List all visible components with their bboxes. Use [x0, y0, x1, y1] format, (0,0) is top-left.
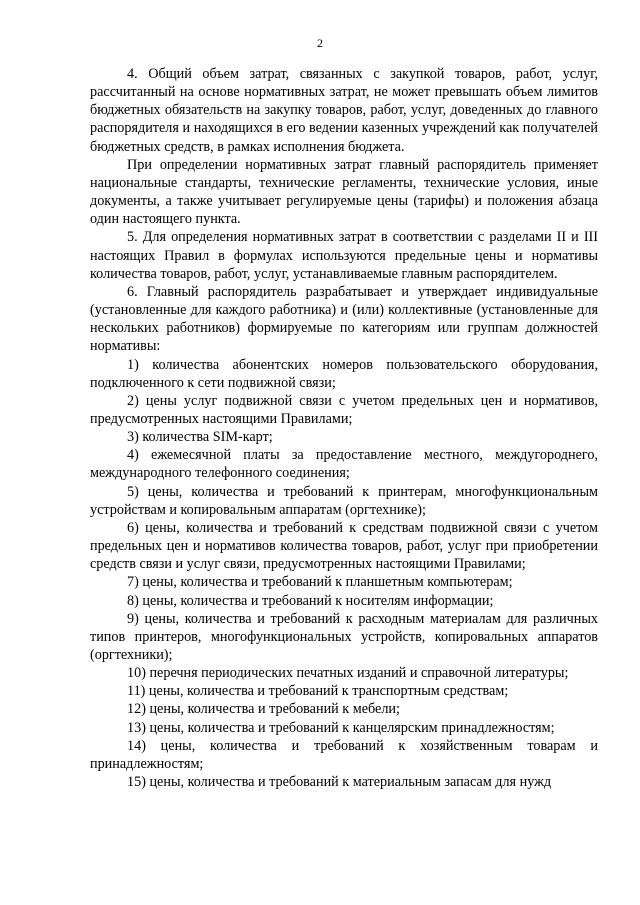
- list-item-8: 8) цены, количества и требований к носителям информации;: [127, 592, 494, 609]
- list-item-13: 13) цены, количества и требований к канцелярским принадлежностям;: [127, 719, 555, 736]
- paragraph-item-4: 4. Общий объем затрат, связанных с закупкой товаров, работ, услуг, рассчитанный на основе нормативных затрат, не может превышать объем лимитов бюджетных обязательств на закупку товаров, работ, услуг, доведенных до главного распорядителя и находящихся в его ведении казенных учреждений как получателей бюджетных средств, в рамках исполнения бюджета.: [90, 66, 598, 155]
- paragraph-item-5: 5. Для определения нормативных затрат в соответствии с разделами II и III настоящих Правил в формулах используются предельные цены и нормативы количества товаров, работ, услуг, устанавливаемые главным распорядителем.: [90, 229, 598, 282]
- list-item-6: 6) цены, количества и требований к средствам подвижной связи с учетом предельных цен и нормативов количества товаров, работ, услуг при приобретении средств связи и услуг связи, предусмотренных настоящими Правилами;: [90, 519, 598, 573]
- list-item-7: 7) цены, количества и требований к планшетным компьютерам;: [127, 574, 513, 591]
- document-body: [90, 65, 598, 791]
- list-item-9: 9) цены, количества и требований к расходным материалам для различных типов принтеров, многофункциональных устройств, копировальных аппаратов (оргтехники);: [90, 610, 598, 663]
- list-item-14: 14) цены, количества и требований к хозяйственным товарам и принадлежностям;: [90, 737, 598, 772]
- paragraph-norm-determination: При определении нормативных затрат главный распорядитель применяет национальные стандарты, технические регламенты, технические условия, иные документы, а также учитывает регулируемые цены (тарифы) и положения абзаца один настоящего пункта.: [90, 156, 598, 228]
- list-item-12: 12) цены, количества и требований к мебели;: [127, 701, 400, 718]
- list-item-10: 10) перечня периодических печатных изданий и справочной литературы;: [127, 665, 569, 682]
- list-item-5: 5) цены, количества и требований к принтерам, многофункциональным устройствам и копировальным аппаратам (оргтехнике);: [90, 483, 598, 518]
- list-item-15: 15) цены, количества и требований к материальным запасам для нужд: [127, 774, 552, 791]
- list-item-2: 2) цены услуг подвижной связи с учетом предельных цен и нормативов, предусмотренных настоящими Правилами;: [90, 392, 598, 427]
- list-item-4: 4) ежемесячной платы за предоставление местного, междугороднего, международного телефонного соединения;: [90, 447, 598, 482]
- paragraph-item-6: 6. Главный распорядитель разрабатывает и утверждает индивидуальные (установленные для каждого работника) и (или) коллективные (установленные для нескольких работников) формируемые по категориям или группам должностей нормативы:: [90, 283, 598, 355]
- list-item-1: 1) количества абонентских номеров пользовательского оборудования, подключенного к сети подвижной связи;: [90, 356, 598, 391]
- page-number: 2: [317, 36, 323, 50]
- list-item-3: 3) количества SIM-карт;: [127, 429, 273, 446]
- list-item-11: 11) цены, количества и требований к транспортным средствам;: [127, 683, 509, 700]
